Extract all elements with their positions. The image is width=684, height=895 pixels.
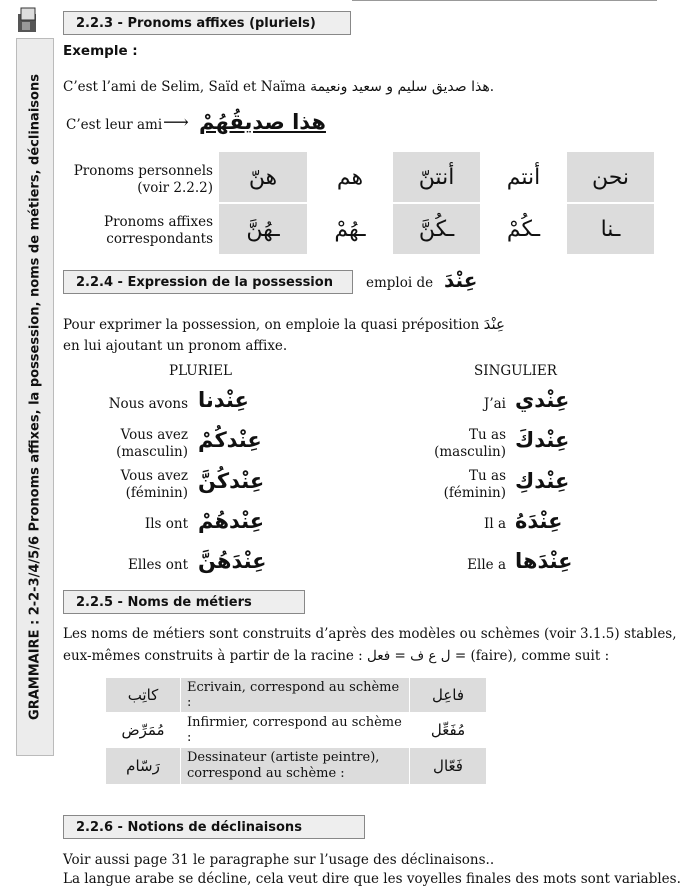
example-line-1-end: .: [489, 79, 495, 95]
job-scheme: مُفَعِّل: [410, 713, 487, 748]
plural-ar: عِنْدهُمْ: [198, 509, 265, 533]
plural-fr-1: Elles ont: [128, 557, 188, 573]
plural-fr: [80, 557, 188, 574]
job-fr: [181, 713, 410, 748]
singular-ar: عِنْدَها: [515, 549, 573, 573]
job-fr: [181, 678, 410, 713]
possession-p1: [63, 315, 505, 333]
row-label-affixes: [63, 214, 213, 248]
plural-heading: PLURIEL: [169, 363, 233, 379]
affix-cell: ـهُنَّ: [219, 204, 307, 254]
plural-fr: [80, 516, 188, 533]
plural-fr: [80, 468, 188, 502]
sidebar-title: GRAMMAIRE : 2-2-3/4/5/6 Pronoms affixes, la possession, noms de métiers, déclinaisons: [27, 74, 43, 720]
affix-cell: ـكُمْ: [506, 216, 541, 242]
possession-p2: en lui ajoutant un pronom affixe.: [63, 338, 288, 354]
job-ar: رَسّام: [106, 748, 181, 785]
section-header-2-2-3: 2.2.3 - Pronoms affixes (pluriels): [63, 11, 351, 35]
singular-fr: [400, 516, 506, 533]
jobs-p2: eux-mêmes construits à partir de la racine : ل ع ف = فعل = (faire), comme suit :: [63, 648, 610, 664]
example-label: Exemple :: [63, 43, 138, 59]
plural-ar: عِنْدنا: [198, 388, 249, 412]
row-label-personal-1: Pronoms personnels: [73, 163, 213, 179]
row-label-personal: [63, 163, 213, 197]
job-ar: كاتِب: [106, 678, 181, 713]
singular-heading: SINGULIER: [474, 363, 557, 379]
job-fr: [181, 748, 410, 785]
emploi-ar: عِنْدَ: [444, 268, 478, 292]
row-label-affixes-1: Pronoms affixes: [104, 214, 213, 230]
singular-fr-2: (féminin): [443, 485, 506, 501]
example-line-1: [63, 79, 494, 95]
job-scheme: فاعِل: [410, 678, 487, 713]
singular-fr-1: Il a: [484, 516, 506, 532]
example-line-2-ar: هذا صديقُهُمْ: [199, 110, 326, 134]
declension-p2: La langue arabe se décline, cela veut dire que les voyelles finales des mots sont variables.: [63, 871, 681, 887]
plural-fr-1: Vous avez: [120, 468, 188, 484]
top-rule: [352, 0, 657, 1]
job-fr-1: Infirmier, correspond au schème :: [187, 715, 402, 745]
affix-cell: ـكُنَّ: [393, 204, 480, 254]
table-row: [106, 713, 487, 748]
plural-fr-2: (féminin): [125, 485, 188, 501]
arrow-right-icon: ⟶: [163, 112, 189, 133]
singular-ar: عِنْدكَ: [515, 428, 570, 452]
book-icon: [16, 6, 40, 34]
possession-p1-ar: عِنْدَ: [483, 315, 505, 333]
pronoun-cell: هم: [336, 164, 364, 190]
row-label-affixes-2: correspondants: [106, 231, 213, 247]
singular-ar: عِنْدي: [515, 388, 570, 412]
singular-fr-2: (masculin): [434, 444, 506, 460]
singular-fr: [400, 557, 506, 574]
singular-fr-1: J’ai: [483, 396, 506, 412]
plural-fr: [80, 427, 188, 461]
job-scheme: فَعّال: [410, 748, 487, 785]
pronoun-cell: نحن: [567, 152, 654, 202]
plural-fr: [80, 396, 188, 413]
affix-cell: ـنا: [567, 204, 654, 254]
row-label-personal-2: (voir 2.2.2): [137, 180, 213, 196]
section-header-2-2-5: 2.2.5 - Noms de métiers: [63, 590, 305, 614]
job-fr-1: Ecrivain, correspond au schème :: [187, 680, 400, 710]
singular-fr-1: Elle a: [467, 557, 506, 573]
plural-fr-1: Ils ont: [144, 516, 188, 532]
possession-p1-fr: Pour exprimer la possession, on emploie la quasi préposition: [63, 317, 480, 333]
section-header-2-2-4: 2.2.4 - Expression de la possession: [63, 270, 353, 294]
job-ar: مُمَرِّض: [106, 713, 181, 748]
example-line-2-fr: C’est leur ami: [66, 117, 163, 133]
singular-fr: [400, 468, 506, 502]
plural-ar: عِنْدَهُنَّ: [198, 549, 267, 573]
emploi-text: emploi de: [366, 275, 434, 291]
singular-fr: [400, 396, 506, 413]
pronoun-cell: أنتم: [506, 164, 541, 190]
singular-ar: عِنْدَهُ: [515, 509, 563, 533]
table-row: [106, 748, 487, 785]
jobs-table: [105, 677, 487, 785]
plural-fr-1: Vous avez: [120, 427, 188, 443]
example-line-1-fr: C’est l’ami de Selim, Saïd et Naïma: [63, 79, 306, 95]
section-header-2-2-6: 2.2.6 - Notions de déclinaisons: [63, 815, 365, 839]
sidebar: [16, 38, 54, 756]
plural-fr-2: (masculin): [116, 444, 188, 460]
job-fr-2: correspond au schème :: [187, 766, 345, 781]
plural-ar: عِنْدكُمْ: [198, 428, 262, 452]
plural-ar: عِنْدكُنَّ: [198, 469, 265, 493]
singular-fr-1: Tu as: [469, 468, 506, 484]
pronoun-cell: أنتنّ: [393, 152, 480, 202]
singular-ar: عِنْدكِ: [515, 469, 570, 493]
singular-fr: [400, 427, 506, 461]
affix-cell: ـهُمْ: [334, 216, 366, 242]
plural-fr-1: Nous avons: [108, 396, 188, 412]
pronoun-cell: هنّ: [219, 152, 307, 202]
job-fr-1: Dessinateur (artiste peintre),: [187, 750, 380, 765]
example-line-1-ar: هذا صديق سليم و سعيد ونعيمة: [310, 79, 490, 95]
declension-p1: Voir aussi page 31 le paragraphe sur l’usage des déclinaisons..: [63, 852, 495, 868]
jobs-p1: Les noms de métiers sont construits d’après des modèles ou schèmes (voir 3.1.5) stables,: [63, 626, 677, 642]
singular-fr-1: Tu as: [469, 427, 506, 443]
table-row: [106, 678, 487, 713]
